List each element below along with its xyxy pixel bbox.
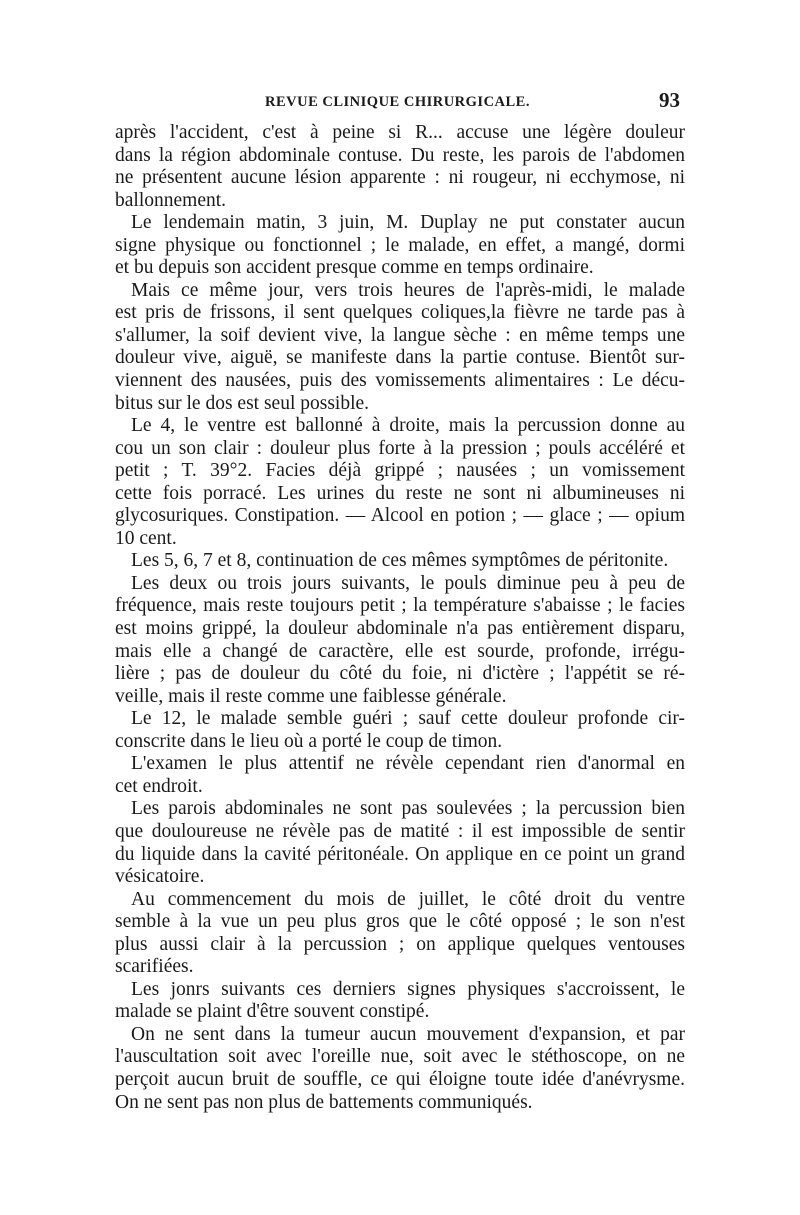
text-line: Le 4, le ventre est ballonné à droite, mais la percussion donne au [131, 415, 685, 437]
text-line: et bu depuis son accident presque comme en temps ordinaire. [115, 257, 594, 279]
body-text [115, 122, 685, 1114]
running-head [115, 88, 680, 118]
paragraph [115, 280, 685, 415]
text-line: est pris de frissons, il sent quelques coliques,la fièvre ne tarde pas à [115, 302, 685, 324]
text-line: que douloureuse ne révèle pas de matité : il est impossible de sentir [115, 820, 685, 842]
text-line: Le lendemain matin, 3 juin, M. Duplay ne put constater aucun [131, 212, 685, 234]
text-line: cet endroit. [115, 775, 203, 797]
text-line: semble à la vue un peu plus gros que le côté opposé ; le son n'est [115, 911, 685, 933]
text-line: On ne sent dans la tumeur aucun mouvement d'expansion, et par [131, 1023, 685, 1045]
text-line: On ne sent pas non plus de battements communiqués. [115, 1091, 533, 1113]
text-line: viennent des nausées, puis des vomissements alimentaires : Le décu- [115, 370, 685, 392]
text-line: dans la région abdominale contuse. Du reste, les parois de l'abdomen [115, 144, 685, 166]
text-line: Les parois abdominales ne sont pas soulevées ; la percussion bien [131, 798, 685, 820]
text-line: Les jonrs suivants ces derniers signes physiques s'accroissent, le [131, 978, 685, 1000]
paragraph [115, 798, 685, 888]
paragraph [115, 550, 685, 573]
text-line: lière ; pas de douleur du côté du foie, ni d'ictère ; l'appétit se ré- [115, 663, 685, 685]
paragraph [115, 212, 685, 280]
text-line: Le 12, le malade semble guéri ; sauf cette douleur profonde cir- [131, 708, 685, 730]
paragraph [115, 889, 685, 979]
text-line: est moins grippé, la douleur abdominale n'a pas entièrement disparu, [115, 618, 685, 640]
text-line: Mais ce même jour, vers trois heures de l'après-midi, le malade [131, 279, 685, 301]
text-line: signe physique ou fonctionnel ; le malade, en effet, a mangé, dormi [115, 234, 685, 256]
text-line: veille, mais il reste comme une faiblesse générale. [115, 685, 507, 707]
text-line: malade se plaint d'être souvent constipé. [115, 1001, 430, 1023]
paragraph [115, 415, 685, 550]
paragraph [115, 573, 685, 708]
paragraph [115, 753, 685, 798]
text-line: du liquide dans la cavité péritonéale. On applique en ce point un grand [115, 843, 685, 865]
text-line: mais elle a changé de caractère, elle est sourde, profonde, irrégu- [115, 640, 685, 662]
text-line: Au commencement du mois de juillet, le côté droit du ventre [131, 888, 685, 910]
running-title: REVUE CLINIQUE CHIRURGICALE. [265, 94, 530, 110]
text-line: petit ; T. 39°2. Facies déjà grippé ; nausées ; un vomissement [115, 460, 685, 482]
page-number: 93 [659, 88, 680, 112]
paragraph [115, 1024, 685, 1114]
text-line: Les deux ou trois jours suivants, le pouls diminue peu à peu de [131, 572, 685, 594]
text-line: conscrite dans le lieu où a porté le coup de timon. [115, 730, 503, 752]
text-line: scarifiées. [115, 956, 194, 978]
text-line: glycosuriques. Constipation. — Alcool en potion ; — glace ; — opium [115, 505, 685, 527]
text-line: s'allumer, la soif devient vive, la langue sèche : en même temps une [115, 324, 685, 346]
text-line: douleur vive, aiguë, se manifeste dans la partie contuse. Bientôt sur- [115, 347, 685, 369]
text-line: bitus sur le dos est seul possible. [115, 392, 370, 414]
text-line: ne présentent aucune lésion apparente : ni rougeur, ni ecchymose, ni [115, 167, 685, 189]
text-line: Les 5, 6, 7 et 8, continuation de ces mêmes symptômes de péritonite. [131, 550, 669, 572]
text-line: cette fois porracé. Les urines du reste ne sont ni albumineuses ni [115, 482, 685, 504]
paragraph [115, 122, 685, 212]
text-line: fréquence, mais reste toujours petit ; la température s'abaisse ; le facies [115, 595, 685, 617]
text-line: ballonnement. [115, 189, 227, 211]
text-line: plus aussi clair à la percussion ; on applique quelques ventouses [115, 933, 685, 955]
text-line: 10 cent. [115, 527, 177, 549]
text-line: après l'accident, c'est à peine si R... accuse une légère douleur [115, 122, 685, 143]
text-line: vésicatoire. [115, 866, 205, 888]
paragraph [115, 979, 685, 1024]
text-line: L'examen le plus attentif ne révèle cependant rien d'anormal en [131, 753, 685, 775]
text-line: perçoit aucun bruit de souffle, ce qui éloigne toute idée d'anévrysme. [115, 1068, 685, 1090]
text-line: cou un son clair : douleur plus forte à la pression ; pouls accéléré et [115, 437, 685, 459]
text-line: l'auscultation soit avec l'oreille nue, soit avec le stéthoscope, on ne [115, 1046, 685, 1068]
paragraph [115, 708, 685, 753]
